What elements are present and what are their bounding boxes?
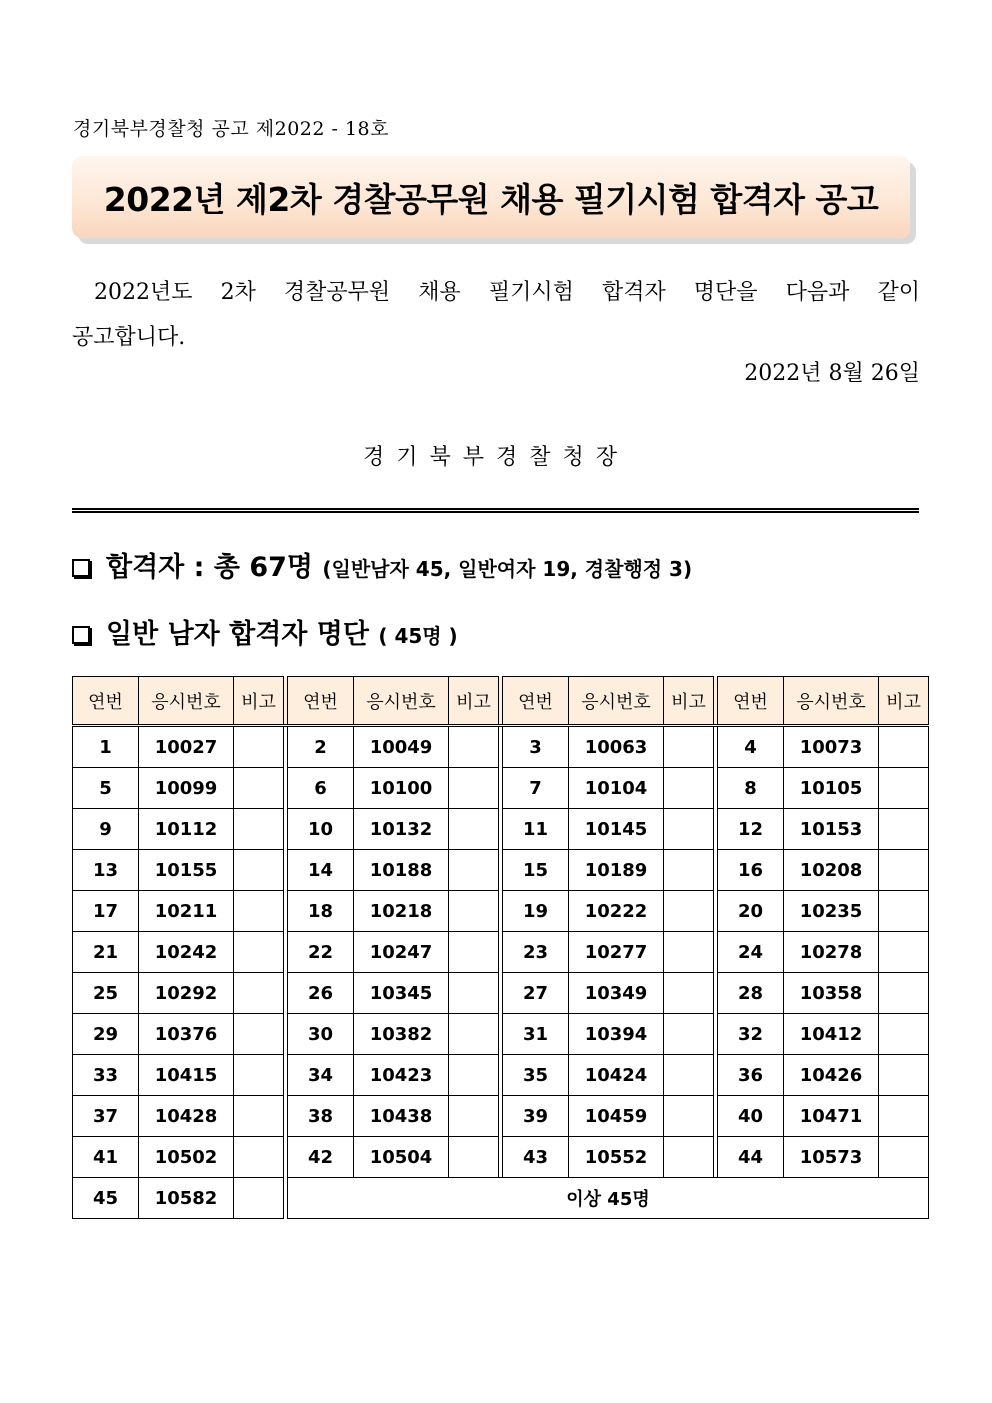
cell-number: 37: [73, 1096, 139, 1137]
cell-exam-id: 10132: [354, 809, 449, 850]
cell-note: [664, 1096, 714, 1137]
body-word: 2022년도: [94, 280, 193, 305]
table-row: [73, 850, 929, 891]
cell-exam-id: 10345: [354, 973, 449, 1014]
body-word: 2차: [220, 280, 256, 305]
col-header-note: 비고: [449, 677, 499, 726]
cell-number: 28: [718, 973, 784, 1014]
col-header-note: 비고: [664, 677, 714, 726]
cell-exam-id: 10394: [569, 1014, 664, 1055]
cell-note: [664, 1055, 714, 1096]
cell-number: 11: [503, 809, 569, 850]
table-row: [73, 932, 929, 973]
cell-number: 17: [73, 891, 139, 932]
cell-exam-id: 10063: [569, 726, 664, 768]
cell-number: 19: [503, 891, 569, 932]
cell-exam-id: 10382: [354, 1014, 449, 1055]
cell-note: [234, 932, 284, 973]
cell-note: [664, 809, 714, 850]
cell-note: [449, 726, 499, 768]
cell-exam-id: 10049: [354, 726, 449, 768]
col-header-exam-id: 응시번호: [784, 677, 879, 726]
cell-number: 39: [503, 1096, 569, 1137]
cell-note: [879, 891, 929, 932]
cell-number: 45: [73, 1178, 139, 1219]
cell-note: [449, 1055, 499, 1096]
cell-exam-id: 10208: [784, 850, 879, 891]
cell-exam-id: 10376: [139, 1014, 234, 1055]
cell-note: [234, 768, 284, 809]
body-word: 경찰공무원: [283, 280, 391, 305]
cell-number: 42: [288, 1137, 354, 1178]
body-word: 채용: [418, 280, 461, 305]
cell-exam-id: 10222: [569, 891, 664, 932]
col-header-note: 비고: [879, 677, 929, 726]
cell-number: 32: [718, 1014, 784, 1055]
cell-note: [234, 1014, 284, 1055]
cell-note: [664, 973, 714, 1014]
checkbox-bullet-icon: [72, 626, 90, 644]
title-banner: [72, 156, 910, 238]
cell-note: [879, 1096, 929, 1137]
cell-number: 33: [73, 1055, 139, 1096]
cell-exam-id: 10218: [354, 891, 449, 932]
cell-note: [449, 809, 499, 850]
cell-note: [234, 726, 284, 768]
cell-note: [449, 973, 499, 1014]
cell-exam-id: 10155: [139, 850, 234, 891]
cell-exam-id: 10247: [354, 932, 449, 973]
cell-number: 24: [718, 932, 784, 973]
cell-exam-id: 10189: [569, 850, 664, 891]
cell-exam-id: 10412: [784, 1014, 879, 1055]
cell-number: 8: [718, 768, 784, 809]
cell-exam-id: 10358: [784, 973, 879, 1014]
body-word: 다음과: [785, 280, 850, 305]
double-rule-divider: [72, 508, 919, 513]
cell-number: 9: [73, 809, 139, 850]
cell-exam-id: 10438: [354, 1096, 449, 1137]
cell-number: 14: [288, 850, 354, 891]
col-header-number: 연번: [503, 677, 569, 726]
cell-exam-id: 10292: [139, 973, 234, 1014]
agency-name: 경기북부경찰청장: [362, 445, 630, 470]
cell-number: 34: [288, 1055, 354, 1096]
checkbox-bullet-icon: [72, 559, 90, 577]
summary-cell: 이상 45명: [288, 1178, 929, 1219]
table-row: [73, 973, 929, 1014]
cell-exam-id: 10104: [569, 768, 664, 809]
cell-number: 31: [503, 1014, 569, 1055]
cell-number: 12: [718, 809, 784, 850]
cell-number: 27: [503, 973, 569, 1014]
col-header-number: 연번: [73, 677, 139, 726]
table-row-last: [73, 1178, 929, 1219]
cell-number: 25: [73, 973, 139, 1014]
cell-note: [664, 726, 714, 768]
cell-exam-id: 10552: [569, 1137, 664, 1178]
cell-number: 2: [288, 726, 354, 768]
cell-number: 1: [73, 726, 139, 768]
section-total-passers: [72, 545, 692, 584]
table-row: [73, 768, 929, 809]
table-row: [73, 1014, 929, 1055]
cell-note: [234, 809, 284, 850]
cell-exam-id: 10073: [784, 726, 879, 768]
cell-number: 16: [718, 850, 784, 891]
cell-note: [234, 1055, 284, 1096]
body-word: 필기시험: [488, 280, 574, 305]
notice-date: 2022년 8월 26일: [744, 361, 920, 386]
table-row: [73, 809, 929, 850]
col-header-note: 비고: [234, 677, 284, 726]
table-row: [73, 1096, 929, 1137]
cell-number: 43: [503, 1137, 569, 1178]
cell-exam-id: 10242: [139, 932, 234, 973]
cell-note: [449, 932, 499, 973]
passers-table: [72, 676, 929, 1219]
cell-exam-id: 10504: [354, 1137, 449, 1178]
section-male-list: [72, 612, 458, 651]
cell-note: [234, 891, 284, 932]
cell-exam-id: 10153: [784, 809, 879, 850]
section-label: 합격자 : 총 67명: [106, 552, 313, 583]
cell-number: 6: [288, 768, 354, 809]
cell-note: [664, 932, 714, 973]
cell-exam-id: 10415: [139, 1055, 234, 1096]
table-row: [73, 726, 929, 768]
section-sublabel: (일반남자 45, 일반여자 19, 경찰행정 3): [322, 557, 693, 581]
col-header-number: 연번: [288, 677, 354, 726]
cell-note: [449, 1096, 499, 1137]
table-row: [73, 891, 929, 932]
cell-note: [234, 1137, 284, 1178]
cell-number: 21: [73, 932, 139, 973]
cell-number: 5: [73, 768, 139, 809]
cell-exam-id: 10188: [354, 850, 449, 891]
notice-body: [72, 270, 920, 360]
cell-exam-id: 10277: [569, 932, 664, 973]
cell-number: 4: [718, 726, 784, 768]
cell-note: [664, 1137, 714, 1178]
table-row: [73, 1055, 929, 1096]
cell-note: [879, 726, 929, 768]
cell-note: [234, 973, 284, 1014]
cell-number: 29: [73, 1014, 139, 1055]
cell-note: [664, 768, 714, 809]
cell-note: [879, 1014, 929, 1055]
cell-number: 35: [503, 1055, 569, 1096]
cell-number: 22: [288, 932, 354, 973]
cell-note: [664, 891, 714, 932]
cell-note: [449, 891, 499, 932]
cell-note: [879, 1055, 929, 1096]
cell-exam-id: 10582: [139, 1178, 234, 1219]
cell-exam-id: 10459: [569, 1096, 664, 1137]
cell-note: [879, 768, 929, 809]
cell-number: 38: [288, 1096, 354, 1137]
col-header-exam-id: 응시번호: [354, 677, 449, 726]
cell-note: [234, 850, 284, 891]
body-word: 합격자: [601, 280, 666, 305]
section-sublabel: ( 45명 ): [378, 624, 458, 648]
cell-exam-id: 10105: [784, 768, 879, 809]
cell-exam-id: 10424: [569, 1055, 664, 1096]
notice-number: 경기북부경찰청 공고 제2022 - 18호: [73, 118, 390, 140]
section-label: 일반 남자 합격자 명단: [106, 619, 369, 650]
cell-number: 10: [288, 809, 354, 850]
cell-exam-id: 10112: [139, 809, 234, 850]
cell-number: 18: [288, 891, 354, 932]
cell-exam-id: 10471: [784, 1096, 879, 1137]
cell-number: 44: [718, 1137, 784, 1178]
table-header-row: [73, 677, 929, 726]
cell-exam-id: 10423: [354, 1055, 449, 1096]
cell-note: [879, 932, 929, 973]
cell-number: 23: [503, 932, 569, 973]
cell-number: 3: [503, 726, 569, 768]
body-word: 명단을: [693, 280, 758, 305]
body-line-1: [72, 270, 920, 315]
cell-note: [234, 1096, 284, 1137]
cell-number: 36: [718, 1055, 784, 1096]
cell-exam-id: 10235: [784, 891, 879, 932]
cell-note: [664, 1014, 714, 1055]
cell-note: [449, 850, 499, 891]
cell-number: 30: [288, 1014, 354, 1055]
cell-note: [879, 809, 929, 850]
cell-note: [449, 1137, 499, 1178]
cell-number: 26: [288, 973, 354, 1014]
cell-number: 20: [718, 891, 784, 932]
cell-number: 41: [73, 1137, 139, 1178]
col-header-number: 연번: [718, 677, 784, 726]
cell-note: [879, 973, 929, 1014]
table-row: [73, 1137, 929, 1178]
cell-exam-id: 10145: [569, 809, 664, 850]
cell-note: [449, 1014, 499, 1055]
cell-exam-id: 10349: [569, 973, 664, 1014]
cell-number: 13: [73, 850, 139, 891]
cell-exam-id: 10211: [139, 891, 234, 932]
body-word: 같이: [877, 280, 920, 305]
col-header-exam-id: 응시번호: [569, 677, 664, 726]
cell-note: [449, 768, 499, 809]
cell-exam-id: 10573: [784, 1137, 879, 1178]
col-header-exam-id: 응시번호: [139, 677, 234, 726]
cell-exam-id: 10428: [139, 1096, 234, 1137]
cell-note: [234, 1178, 284, 1219]
cell-note: [879, 850, 929, 891]
cell-number: 7: [503, 768, 569, 809]
page-title: 2022년 제2차 경찰공무원 채용 필기시험 합격자 공고: [103, 179, 879, 219]
cell-exam-id: 10426: [784, 1055, 879, 1096]
cell-exam-id: 10502: [139, 1137, 234, 1178]
cell-note: [879, 1137, 929, 1178]
cell-note: [664, 850, 714, 891]
body-line-2: 공고합니다.: [72, 325, 186, 350]
cell-exam-id: 10099: [139, 768, 234, 809]
cell-exam-id: 10027: [139, 726, 234, 768]
cell-number: 40: [718, 1096, 784, 1137]
cell-exam-id: 10100: [354, 768, 449, 809]
cell-exam-id: 10278: [784, 932, 879, 973]
cell-number: 15: [503, 850, 569, 891]
